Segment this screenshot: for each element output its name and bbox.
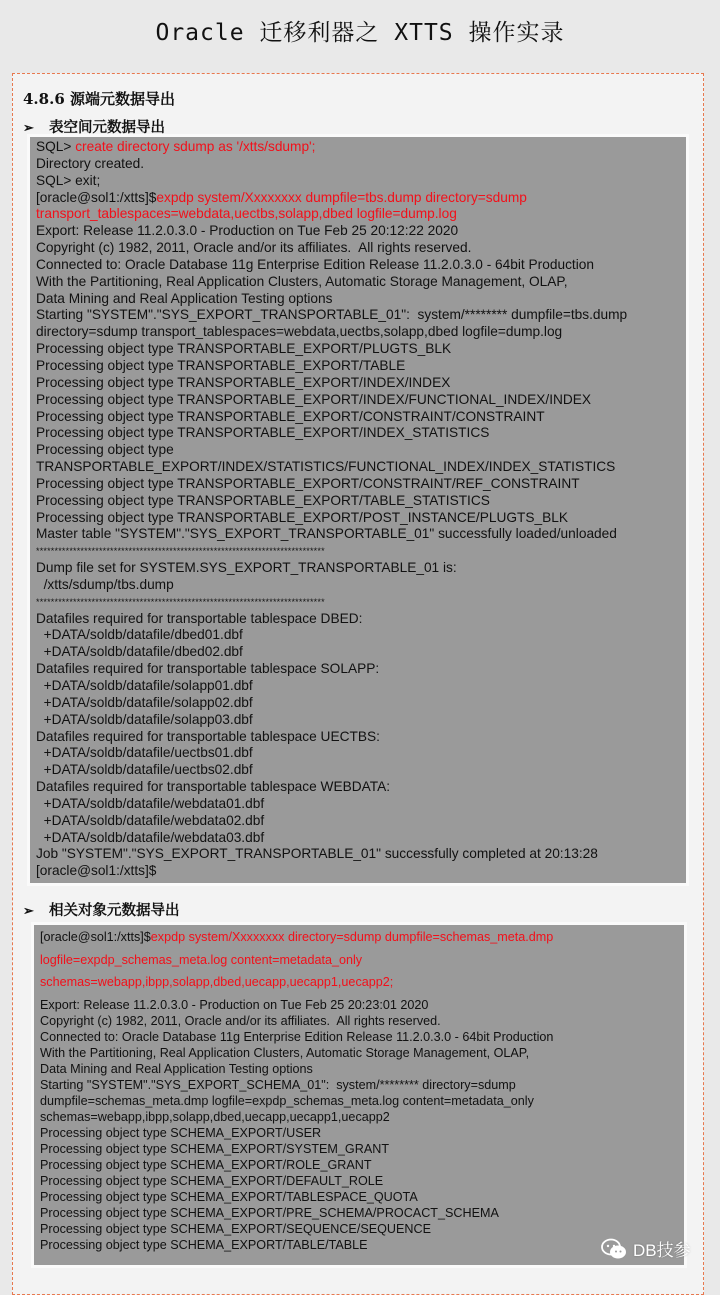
output-text: Copyright (c) 1982, 2011, Oracle and/or its affiliates. All rights reserved. bbox=[40, 1014, 441, 1029]
output-text: +DATA/soldb/datafile/solapp02.dbf bbox=[36, 694, 253, 710]
code-line bbox=[36, 375, 627, 392]
output-text: Connected to: Oracle Database 11g Enterprise Edition Release 11.2.0.3.0 - 64bit Production bbox=[36, 256, 594, 272]
wechat-icon bbox=[601, 1238, 627, 1260]
code-line bbox=[36, 796, 627, 813]
output-text: +DATA/soldb/datafile/webdata03.dbf bbox=[36, 829, 265, 845]
output-text: Datafiles required for transportable tablespace UECTBS: bbox=[36, 728, 380, 744]
code-line bbox=[40, 952, 553, 975]
output-text: Processing object type TRANSPORTABLE_EXPORT/TABLE bbox=[36, 357, 406, 373]
code-line bbox=[36, 594, 627, 611]
bullet-related-objects-metadata-export bbox=[23, 899, 180, 920]
output-text: directory=sdump transport_tablespaces=webdata,uectbs,solapp,dbed logfile=dump.log bbox=[36, 324, 563, 340]
output-text: Dump file set for SYSTEM.SYS_EXPORT_TRANSPORTABLE_01 is: bbox=[36, 560, 457, 576]
code-line bbox=[36, 661, 627, 678]
command-text: expdp system/Xxxxxxxx dumpfile=tbs.dump directory=sdump bbox=[156, 189, 527, 205]
output-text: Processing object type SCHEMA_EXPORT/ROLE_GRANT bbox=[40, 1158, 372, 1173]
code-line bbox=[40, 974, 553, 997]
code-line bbox=[36, 409, 627, 426]
code-line bbox=[36, 729, 627, 746]
command-text: transport_tablespaces=webdata,uectbs,solapp,dbed logfile=dump.log bbox=[36, 206, 457, 222]
code-line bbox=[40, 1077, 553, 1093]
output-text: Processing object type TRANSPORTABLE_EXPORT/PLUGTS_BLK bbox=[36, 341, 452, 357]
output-text: [oracle@sol1:/xtts]$ bbox=[40, 930, 151, 944]
code-line bbox=[36, 425, 627, 442]
code-line bbox=[36, 358, 627, 375]
output-text: ****************************************************************************** bbox=[36, 546, 325, 557]
output-text: Processing object type bbox=[36, 442, 174, 458]
code-line bbox=[36, 611, 627, 628]
watermark-text: DB技参 bbox=[633, 1241, 691, 1260]
output-text: +DATA/soldb/datafile/solapp01.dbf bbox=[36, 678, 253, 693]
output-text: [oracle@sol1:/xtts]$ bbox=[36, 189, 157, 205]
output-text: TRANSPORTABLE_EXPORT/INDEX/STATISTICS/FUNCTIONAL_INDEX/INDEX_STATISTICS bbox=[36, 459, 616, 475]
code-line bbox=[36, 813, 627, 830]
code-line bbox=[36, 762, 627, 779]
output-text: Connected to: Oracle Database 11g Enterprise Edition Release 11.2.0.3.0 - 64bit Production bbox=[40, 1030, 554, 1045]
code-line bbox=[40, 1205, 553, 1221]
output-text: Processing object type TRANSPORTABLE_EXPORT/INDEX/FUNCTIONAL_INDEX/INDEX bbox=[36, 391, 592, 407]
code-line bbox=[36, 644, 627, 661]
output-text: Processing object type TRANSPORTABLE_EXPORT/CONSTRAINT/CONSTRAINT bbox=[36, 408, 545, 424]
bullet-label: 相关对象元数据导出 bbox=[49, 902, 180, 919]
code-line bbox=[36, 442, 627, 459]
code-line bbox=[36, 459, 627, 476]
output-text: Job "SYSTEM"."SYS_EXPORT_TRANSPORTABLE_01" successfully completed at 20:13:28 bbox=[36, 846, 598, 862]
output-text: Processing object type TRANSPORTABLE_EXPORT/TABLE_STATISTICS bbox=[36, 492, 490, 508]
command-text: logfile=expdp_schemas_meta.log content=metadata_only bbox=[40, 952, 363, 967]
output-text: Processing object type SCHEMA_EXPORT/USER bbox=[40, 1126, 322, 1141]
code-block-tablespace-export bbox=[30, 137, 686, 883]
code-line bbox=[40, 1237, 553, 1253]
output-text: Processing object type TRANSPORTABLE_EXPORT/POST_INSTANCE/PLUGTS_BLK bbox=[36, 509, 568, 525]
code-line bbox=[36, 493, 627, 510]
code-line bbox=[36, 223, 627, 240]
output-text: /xtts/sdump/tbs.dump bbox=[36, 576, 174, 592]
code-line bbox=[36, 206, 627, 223]
output-text: Processing object type SCHEMA_EXPORT/TABLE/TABLE bbox=[40, 1238, 368, 1253]
code-line bbox=[36, 577, 627, 594]
arrow-bullet-icon: ➢ bbox=[23, 904, 34, 919]
code-line bbox=[36, 324, 627, 341]
code-line bbox=[40, 929, 553, 952]
output-text: +DATA/soldb/datafile/dbed01.dbf bbox=[36, 627, 243, 643]
code-line bbox=[36, 240, 627, 257]
output-text: +DATA/soldb/datafile/webdata01.dbf bbox=[36, 795, 265, 811]
code-line bbox=[36, 257, 627, 274]
output-text: +DATA/soldb/datafile/dbed02.dbf bbox=[36, 644, 243, 660]
code-line bbox=[36, 560, 627, 577]
output-text: Directory created. bbox=[36, 155, 145, 171]
code-line bbox=[40, 1173, 553, 1189]
output-text: With the Partitioning, Real Application Clusters, Automatic Storage Management, OLAP, bbox=[36, 273, 568, 289]
arrow-bullet-icon: ➢ bbox=[23, 121, 34, 136]
output-text: Starting "SYSTEM"."SYS_EXPORT_SCHEMA_01": system/******** directory=sdump bbox=[40, 1078, 516, 1093]
output-text: Datafiles required for transportable tablespace SOLAPP: bbox=[36, 661, 380, 677]
output-text: +DATA/soldb/datafile/solapp03.dbf bbox=[36, 711, 253, 727]
output-text: Processing object type TRANSPORTABLE_EXPORT/INDEX/INDEX bbox=[36, 374, 451, 390]
code-line bbox=[36, 863, 627, 880]
code-line bbox=[40, 997, 553, 1013]
output-text: Export: Release 11.2.0.3.0 - Production on Tue Feb 25 20:12:22 2020 bbox=[36, 223, 459, 239]
code-line bbox=[36, 846, 627, 863]
code-block-schema-export bbox=[34, 925, 684, 1265]
code-line bbox=[40, 1029, 553, 1045]
code-lines bbox=[40, 929, 553, 1253]
code-line bbox=[36, 476, 627, 493]
code-line bbox=[40, 1141, 553, 1157]
bullet-label: 表空间元数据导出 bbox=[49, 119, 165, 136]
command-text: schemas=webapp,ibpp,solapp,dbed,uecapp,uecapp1,uecapp2; bbox=[40, 975, 394, 990]
watermark bbox=[601, 1236, 691, 1261]
code-line bbox=[40, 1157, 553, 1173]
output-text: Export: Release 11.2.0.3.0 - Production on Tue Feb 25 20:23:01 2020 bbox=[40, 998, 429, 1013]
output-text: Starting "SYSTEM"."SYS_EXPORT_TRANSPORTABLE_01": system/******** dumpfile=tbs.dump bbox=[36, 307, 628, 323]
code-line bbox=[40, 1189, 553, 1205]
code-line bbox=[36, 695, 627, 712]
command-text: create directory sdump as '/xtts/sdump'; bbox=[75, 139, 316, 154]
section-heading: 4.8.6 源端元数据导出 bbox=[23, 90, 175, 108]
output-text: Master table "SYSTEM"."SYS_EXPORT_TRANSPORTABLE_01" successfully loaded/unloaded bbox=[36, 526, 617, 542]
code-line bbox=[36, 173, 627, 190]
code-line bbox=[36, 190, 627, 207]
code-line bbox=[36, 510, 627, 527]
output-text: +DATA/soldb/datafile/uectbs01.dbf bbox=[36, 745, 253, 761]
output-text: ****************************************************************************** bbox=[36, 596, 325, 607]
code-line bbox=[36, 291, 627, 308]
output-text: Data Mining and Real Application Testing options bbox=[36, 290, 333, 306]
code-line bbox=[36, 156, 627, 173]
output-text: SQL> bbox=[36, 139, 76, 154]
output-text: [oracle@sol1:/xtts]$ bbox=[36, 863, 157, 879]
output-text: Data Mining and Real Application Testing options bbox=[40, 1062, 313, 1077]
code-line bbox=[36, 307, 627, 324]
code-line bbox=[36, 745, 627, 762]
bullet-tablespace-metadata-export bbox=[23, 116, 165, 137]
output-text: Processing object type SCHEMA_EXPORT/SEQUENCE/SEQUENCE bbox=[40, 1222, 432, 1237]
code-line bbox=[40, 1125, 553, 1141]
output-text: Datafiles required for transportable tablespace DBED: bbox=[36, 610, 363, 626]
output-text: +DATA/soldb/datafile/webdata02.dbf bbox=[36, 812, 265, 828]
command-text: expdp system/Xxxxxxxx directory=sdump dumpfile=schemas_meta.dmp bbox=[150, 930, 554, 944]
output-text: +DATA/soldb/datafile/uectbs02.dbf bbox=[36, 762, 253, 778]
code-line bbox=[40, 1221, 553, 1237]
page-title: Oracle 迁移利器之 XTTS 操作实录 bbox=[155, 20, 565, 46]
code-line bbox=[40, 1109, 553, 1125]
output-text: Copyright (c) 1982, 2011, Oracle and/or its affiliates. All rights reserved. bbox=[36, 240, 472, 256]
output-text: Processing object type SCHEMA_EXPORT/SYSTEM_GRANT bbox=[40, 1142, 390, 1157]
output-text: Processing object type TRANSPORTABLE_EXPORT/INDEX_STATISTICS bbox=[36, 425, 490, 441]
output-text: dumpfile=schemas_meta.dmp logfile=expdp_schemas_meta.log content=metadata_only bbox=[40, 1094, 534, 1109]
output-text: With the Partitioning, Real Application Clusters, Automatic Storage Management, OLAP, bbox=[40, 1046, 530, 1061]
code-line bbox=[36, 274, 627, 291]
output-text: schemas=webapp,ibpp,solapp,dbed,uecapp,uecapp1,uecapp2 bbox=[40, 1110, 390, 1125]
code-line bbox=[40, 1013, 553, 1029]
output-text: Processing object type SCHEMA_EXPORT/DEFAULT_ROLE bbox=[40, 1174, 384, 1189]
output-text: SQL> exit; bbox=[36, 172, 101, 188]
code-line bbox=[36, 526, 627, 543]
code-line bbox=[36, 779, 627, 796]
code-line bbox=[40, 1061, 553, 1077]
output-text: Processing object type TRANSPORTABLE_EXPORT/CONSTRAINT/REF_CONSTRAINT bbox=[36, 475, 580, 491]
code-line bbox=[36, 830, 627, 847]
code-line bbox=[36, 678, 627, 695]
code-line bbox=[36, 712, 627, 729]
code-line bbox=[36, 139, 627, 156]
code-line bbox=[40, 1045, 553, 1061]
code-line bbox=[36, 392, 627, 409]
code-line bbox=[36, 341, 627, 358]
output-text: Processing object type SCHEMA_EXPORT/TABLESPACE_QUOTA bbox=[40, 1190, 418, 1205]
output-text: Processing object type SCHEMA_EXPORT/PRE_SCHEMA/PROCACT_SCHEMA bbox=[40, 1206, 499, 1221]
output-text: Datafiles required for transportable tablespace WEBDATA: bbox=[36, 779, 391, 795]
code-line bbox=[36, 543, 627, 560]
code-line bbox=[40, 1093, 553, 1109]
code-lines bbox=[36, 139, 627, 880]
code-line bbox=[36, 627, 627, 644]
